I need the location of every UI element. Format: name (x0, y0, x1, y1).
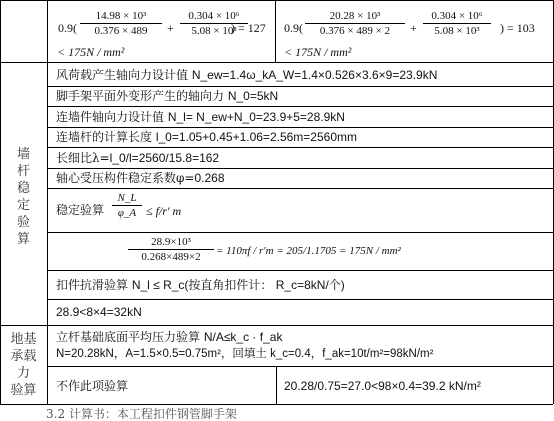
rule-7 (47, 188, 553, 189)
wall-label-char: 稳 (16, 181, 30, 196)
wall-row-5: 轴心受压构件稳定系数φ=0.268 (56, 171, 225, 185)
calc-rhs: = 110πf / r′m = 205/1.1705 = 175N / mm² (216, 245, 401, 257)
top-right-frac1-num: 20.28 × 10³ (329, 10, 381, 22)
fraction-bar (80, 23, 162, 24)
top-left-frac2-num: 0.304 × 10⁶ (188, 10, 240, 22)
rule-1 (0, 62, 553, 63)
rule-bottom-middle (276, 366, 277, 404)
top-left-frac1-num: 14.98 × 10³ (95, 10, 147, 22)
foundation-label-line: 验算 (10, 383, 37, 398)
foundation-right-calc: 20.28/0.75=27.0<98×0.4=39.2 kN/m² (284, 379, 481, 393)
foundation-label-line: 力 (16, 366, 30, 381)
foundation-left-note: 不作此项验算 (56, 379, 129, 393)
wall-label-char: 墙 (16, 147, 30, 162)
wall-row-0: 风荷载产生轴向力设计值 N_ew=1.4ω_kA_W=1.4×0.526×3.6×9=23.9kN (56, 68, 438, 82)
foundation-section-label (0, 331, 47, 399)
top-right-frac2-den: 5.08 × 10³ (434, 25, 480, 37)
foundation-line-2: N=20.28kN，A=1.5×0.5=0.75m²，回填土 k_c=0.4，f_ak=10t/m²=98kN/m² (56, 348, 434, 360)
calc-num: 28.9×10³ (151, 236, 191, 248)
top-left-plus: + (167, 21, 174, 35)
foundation-label-line: 承载 (10, 349, 37, 364)
top-left-frac2-den: 5.08 × 10³ (191, 25, 237, 37)
top-right-limit: < 175N / mm² (284, 45, 352, 59)
top-left-result: ) = 127 (231, 21, 266, 35)
stability-num: N_L (117, 192, 137, 204)
fraction-bar (128, 249, 214, 250)
rule-bottom (0, 404, 553, 405)
rule-11 (0, 325, 553, 326)
rule-3 (47, 106, 553, 107)
fastener-row: 扣件抗滑验算 N_l ≤ R_c(按直角扣件计： R_c=8kN/个) (56, 278, 345, 292)
rule-2 (47, 86, 553, 87)
top-right-plus: + (410, 21, 417, 35)
rule-10 (47, 299, 553, 300)
top-right-frac2 (423, 10, 491, 37)
rule-top (0, 0, 554, 1)
top-left-frac1-den: 0.376 × 489 (94, 25, 148, 37)
footer-partial: 3.2 计算书：本工程扣件钢管脚手架 (46, 407, 237, 421)
wall-row-3: 连墙杆的计算长度 l_0=1.05+0.45+1.06=2.56m=2560mm (56, 130, 357, 144)
top-left-frac1 (80, 10, 162, 37)
fraction-bar (112, 205, 142, 206)
wall-label-char: 杆 (16, 164, 30, 179)
stability-label: 稳定验算 (56, 203, 105, 217)
stability-den: φ_A (117, 207, 137, 219)
stability-fraction (112, 192, 142, 219)
fraction-bar (305, 23, 405, 24)
top-right-frac1 (305, 10, 405, 37)
rule-top-middle (275, 0, 276, 62)
rule-5 (47, 147, 553, 148)
calc-den: 0.268×489×2 (141, 251, 201, 263)
foundation-line-1: 立杆基础底面平均压力验算 N/A≤k_c · f_ak (56, 330, 283, 344)
rule-6 (47, 168, 553, 169)
rule-label-divider (47, 0, 48, 404)
top-left-limit: < 175N / mm² (57, 45, 125, 59)
top-right-frac1-den: 0.376 × 489 × 2 (319, 25, 391, 37)
wall-label-char: 验 (16, 215, 30, 230)
wall-label-char: 定 (16, 198, 30, 213)
top-right-coef: 0.9( (284, 21, 303, 35)
foundation-label-line: 地基 (10, 332, 37, 347)
wall-label-char: 算 (16, 232, 30, 247)
rule-9 (47, 270, 553, 271)
calc-fraction (128, 236, 214, 263)
top-right-result: ) = 103 (500, 21, 535, 35)
fraction-bar (423, 23, 491, 24)
top-left-coef: 0.9( (58, 21, 77, 35)
fastener-calc: 28.9<8×4=32kN (56, 305, 142, 319)
wall-row-1: 脚手架平面外变形产生的轴向力 N_0=5kN (56, 89, 279, 103)
stability-rhs: ≤ f/r′ m (146, 204, 182, 218)
wall-row-4: 长细比λ=l_0/l=2560/15.8=162 (56, 151, 220, 165)
wall-row-2: 连墙件轴向力设计值 N_l= N_ew+N_0=23.9+5=28.9kN (56, 110, 345, 124)
rule-12 (47, 366, 553, 367)
rule-8 (47, 232, 553, 233)
top-right-frac2-num: 0.304 × 10⁶ (431, 10, 483, 22)
rule-4 (47, 127, 553, 128)
wall-section-label (0, 146, 47, 248)
